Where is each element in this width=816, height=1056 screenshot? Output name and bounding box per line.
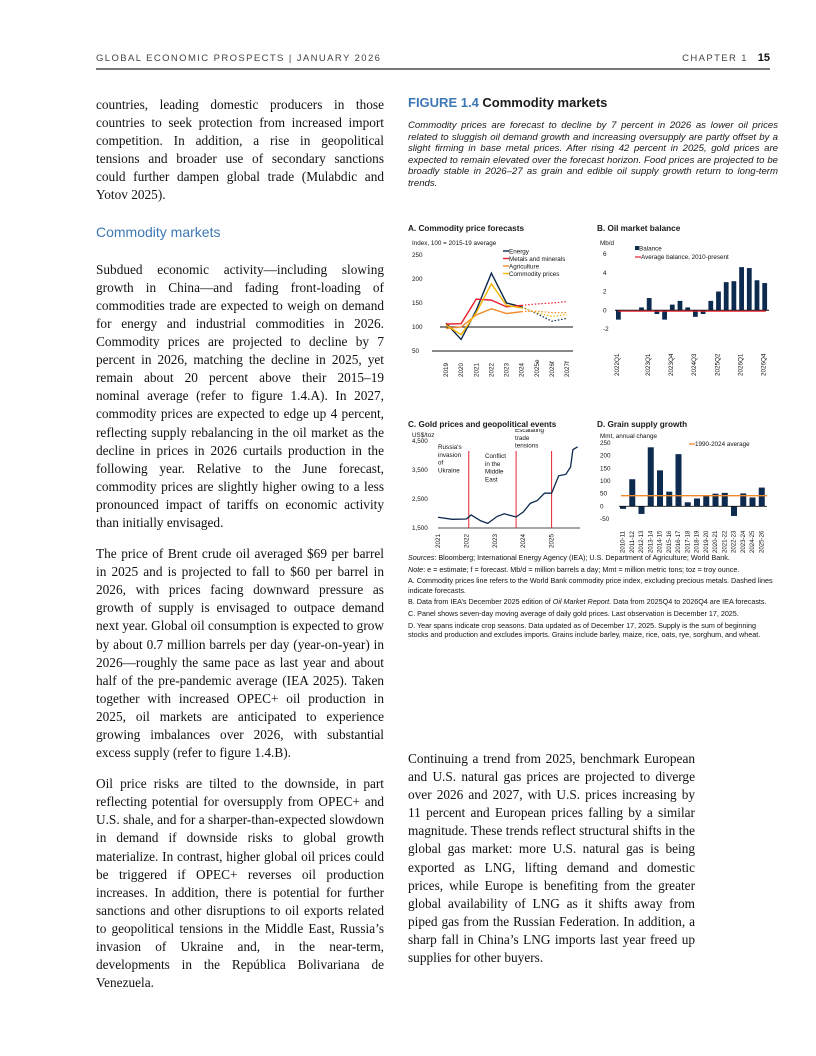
svg-text:150: 150 bbox=[412, 300, 423, 307]
svg-text:2024-25: 2024-25 bbox=[749, 530, 757, 553]
svg-text:2020-21: 2020-21 bbox=[712, 530, 720, 553]
svg-text:Mb/d: Mb/d bbox=[600, 240, 614, 247]
svg-text:2015-16: 2015-16 bbox=[665, 530, 673, 553]
abbrev-note: Note: e = estimate; f = forecast. Mb/d = million barrels a day; Mmt = million metric tons; toz = troy ounce. bbox=[408, 564, 740, 574]
svg-text:200: 200 bbox=[412, 276, 423, 283]
figure-number: FIGURE 1.4 bbox=[408, 95, 479, 110]
svg-text:2023Q4: 2023Q4 bbox=[668, 353, 676, 376]
figure-block bbox=[408, 95, 778, 190]
body-paragraph: Continuing a trend from 2025, benchmark European and U.S. natural gas prices are projected to diverge over 2026 and 2027, with U.S. prices increasing by 11 percent and European prices falling by a similar magnitude. These trends reflect structural shifts in the global gas market: more U.S. natural gas is being exported as LNG, lifting demand and domestic prices, while Europe is benefiting from the greater global availability of LNG as it shifts away from piped gas from the Russian Federation. In addition, a sharp fall in China’s LNG imports last year freed up supplies for other buyers. bbox=[408, 751, 695, 966]
svg-text:2: 2 bbox=[603, 288, 607, 296]
panel-b-title: B. Oil market balance bbox=[597, 224, 681, 233]
svg-text:2022-23: 2022-23 bbox=[730, 530, 738, 553]
svg-text:50: 50 bbox=[412, 348, 420, 355]
panel-a bbox=[408, 224, 593, 386]
running-header bbox=[96, 52, 770, 68]
svg-text:Mmt, annual change: Mmt, annual change bbox=[600, 433, 658, 440]
svg-text:2024Q3: 2024Q3 bbox=[691, 353, 699, 376]
svg-text:East: East bbox=[485, 476, 498, 484]
svg-text:Middle: Middle bbox=[485, 468, 504, 476]
svg-text:2025: 2025 bbox=[548, 533, 556, 548]
svg-text:2011-12: 2011-12 bbox=[628, 531, 636, 553]
svg-text:US$/toz: US$/toz bbox=[412, 432, 435, 439]
svg-text:Escalating: Escalating bbox=[515, 429, 545, 434]
chapter-label: CHAPTER 1 bbox=[682, 53, 748, 64]
oil-balance-chart bbox=[597, 233, 782, 381]
figure-title bbox=[408, 95, 778, 110]
svg-text:invasion: invasion bbox=[438, 451, 462, 459]
svg-text:Agriculture: Agriculture bbox=[509, 263, 540, 271]
figure-caption: Commodity prices are forecast to decline by 7 percent in 2026 as lower oil prices related to sluggish oil demand growth and increasing oversupply are partly offset by a slight firming in base metal prices. After rising 42 percent in 2025, gold prices are expected to remain elevated over the forecast horizon. Food prices are projected to be broadly stable in 2026–27 as grain and edible oil supply growth return to long-term trends. bbox=[408, 120, 778, 189]
svg-text:2021: 2021 bbox=[473, 362, 481, 377]
svg-text:250: 250 bbox=[412, 252, 423, 259]
svg-text:-2: -2 bbox=[603, 326, 609, 333]
svg-text:2019: 2019 bbox=[443, 362, 450, 377]
svg-text:2,500: 2,500 bbox=[412, 496, 428, 503]
commodity-price-chart bbox=[408, 233, 593, 381]
panel-a-note: A. Commodity prices line refers to the World Bank commodity price index, excluding precious metals. Dashed lines indicate forecasts. bbox=[408, 576, 773, 595]
svg-text:2017-18: 2017-18 bbox=[684, 530, 692, 553]
svg-text:2022: 2022 bbox=[488, 362, 496, 377]
svg-text:Metals and minerals: Metals and minerals bbox=[509, 256, 566, 263]
grain-supply-chart bbox=[597, 429, 782, 554]
svg-text:2022Q1: 2022Q1 bbox=[614, 353, 622, 376]
svg-text:-50: -50 bbox=[600, 516, 610, 523]
svg-text:1990-2024 average: 1990-2024 average bbox=[695, 441, 750, 448]
panel-b bbox=[597, 224, 782, 386]
body-paragraph: Subdued economic activity—including slowing growth in China—and fading front-loading of commodities trade are expected to weigh on demand for energy and industrial commodities in 2026. Commodity prices are projected to decline by 7 percent in 2026, matching the decline in 2025, yet remain about 20 percent above their 2015–19 nominal average (refer to figure 1.4.A). In 2027, commodity prices are expected to edge up 4 percent, reflecting supply rebalancing in the oil market as the decline in prices in 2026 curtails production in the following year. Relative to the June forecast, commodity prices are slightly higher owing to a less pronounced impact of tariffs on economic activity than initially envisaged. bbox=[96, 261, 384, 530]
body-paragraph: The price of Brent crude oil averaged $69 per barrel in 2025 and is projected to fall to $60 per barrel in 2026, with prices facing downward pressure as growth of supply is envisaged to outpace demand next year. Global oil consumption is expected to grow by about 0.7 million barrels per day (year-on-year) in 2026—roughly the same pace as last year and about half of the pre-pandemic average (IEA 2025). Taken together with increased OPEC+ oil production in 2025, oil markets are anticipated to experience growing imbalances over 2026, with substantial excess supply (refer to figure 1.4.B). bbox=[96, 546, 384, 761]
body-paragraph: Oil price risks are tilted to the downside, in part reflecting potential for oversupply from OPEC+ and U.S. shale, and for a sharper-than-expected slowdown in demand if downside risks to global growth materialize. In contrast, higher global oil prices could be triggered if OPEC+ reverses oil production increases. In addition, there is potential for further sanctions and other disruptions to oil exports related to geopolitical tensions in the Middle East, Russia’s invasion of Ukraine and, in the near-term, developments in the República Bolivariana de Venezuela. bbox=[96, 776, 384, 991]
svg-text:Commodity prices: Commodity prices bbox=[509, 271, 560, 278]
svg-text:2012-13: 2012-13 bbox=[638, 530, 646, 553]
right-column bbox=[408, 750, 695, 980]
svg-text:2023: 2023 bbox=[491, 533, 499, 548]
svg-text:2016-17: 2016-17 bbox=[675, 530, 683, 553]
svg-text:2024: 2024 bbox=[518, 362, 526, 377]
svg-text:Russia's: Russia's bbox=[438, 444, 462, 451]
panel-a-title: A. Commodity price forecasts bbox=[408, 224, 525, 233]
svg-text:2023-24: 2023-24 bbox=[739, 530, 747, 553]
svg-text:2023: 2023 bbox=[503, 362, 511, 377]
svg-text:50: 50 bbox=[600, 490, 608, 498]
panel-c-title: C. Gold prices and geopolitical events bbox=[408, 420, 557, 429]
svg-text:0: 0 bbox=[603, 307, 607, 315]
section-heading: Commodity markets bbox=[96, 223, 221, 240]
panel-c bbox=[408, 420, 593, 559]
svg-text:2025Q2: 2025Q2 bbox=[714, 353, 722, 376]
svg-text:3,500: 3,500 bbox=[412, 467, 428, 474]
svg-text:2014-15: 2014-15 bbox=[656, 530, 664, 553]
svg-text:2024: 2024 bbox=[520, 533, 528, 548]
svg-text:2025e: 2025e bbox=[533, 359, 541, 377]
svg-text:2022: 2022 bbox=[463, 533, 471, 548]
svg-text:Ukraine: Ukraine bbox=[438, 467, 460, 475]
panel-c-note: C. Panel shows seven-day moving average of daily gold prices. Last observation is December 17, 2025. bbox=[408, 608, 739, 618]
svg-text:2023Q1: 2023Q1 bbox=[645, 353, 653, 376]
svg-text:trade: trade bbox=[515, 434, 530, 442]
svg-text:Energy: Energy bbox=[509, 248, 529, 256]
svg-text:Index, 100 = 2015-19 average: Index, 100 = 2015-19 average bbox=[412, 240, 497, 247]
svg-text:2020: 2020 bbox=[458, 362, 466, 377]
svg-text:2026Q1: 2026Q1 bbox=[737, 353, 745, 376]
body-paragraph: countries, leading domestic producers in those countries to seek protection from increased import competition. In addition, a rise in geopolitical tensions and broader use of secondary sanctions could further dampen global trade (Mulabdic and Yotov 2025). bbox=[96, 97, 384, 203]
svg-text:0: 0 bbox=[600, 503, 604, 511]
svg-text:4: 4 bbox=[603, 269, 607, 277]
svg-text:2010-11: 2010-11 bbox=[619, 531, 627, 553]
svg-text:Average balance, 2010-present: Average balance, 2010-present bbox=[641, 254, 729, 261]
figure-title-text: Commodity markets bbox=[482, 95, 608, 110]
svg-text:100: 100 bbox=[412, 324, 423, 331]
panel-d-title: D. Grain supply growth bbox=[597, 420, 688, 429]
figure-notes bbox=[408, 553, 778, 642]
gold-price-chart bbox=[408, 429, 593, 554]
panel-b-note: B. Data from IEA’s December 2025 edition of Oil Market Report. Data from 2025Q4 to 2026Q4 are IEA forecasts. bbox=[408, 597, 767, 607]
svg-text:100: 100 bbox=[600, 478, 611, 485]
page-number: 15 bbox=[757, 52, 770, 64]
publication-title: GLOBAL ECONOMIC PROSPECTS | JANUARY 2026 bbox=[96, 53, 382, 64]
svg-text:2018-19: 2018-19 bbox=[693, 530, 701, 553]
svg-text:of: of bbox=[438, 459, 444, 467]
panel-d bbox=[597, 420, 782, 559]
svg-text:200: 200 bbox=[600, 452, 611, 460]
svg-text:2025-26: 2025-26 bbox=[758, 530, 766, 553]
panel-d-note: D. Year spans indicate crop seasons. Data updated as of December 17, 2025. Supply is the sum of beginning stocks and production and excludes imports. Grains include barley, maize, rice, oats, rye, sorghum, and wheat. bbox=[408, 620, 761, 640]
svg-text:2013-14: 2013-14 bbox=[647, 530, 655, 553]
left-column bbox=[96, 96, 384, 1005]
svg-text:250: 250 bbox=[600, 440, 611, 447]
svg-text:2026f: 2026f bbox=[548, 361, 556, 377]
svg-text:2027f: 2027f bbox=[564, 361, 571, 377]
svg-text:2026Q4: 2026Q4 bbox=[760, 353, 768, 376]
svg-text:tensions: tensions bbox=[515, 442, 539, 450]
svg-text:in the: in the bbox=[485, 460, 501, 468]
header-rule bbox=[96, 68, 770, 70]
svg-text:2021: 2021 bbox=[435, 533, 442, 548]
svg-text:1,500: 1,500 bbox=[412, 525, 428, 532]
svg-text:4,500: 4,500 bbox=[412, 438, 428, 445]
svg-text:Conflict: Conflict bbox=[485, 453, 506, 460]
svg-text:150: 150 bbox=[600, 465, 611, 473]
svg-text:6: 6 bbox=[603, 251, 607, 258]
svg-text:2021-22: 2021-22 bbox=[721, 530, 729, 553]
svg-text:Balance: Balance bbox=[639, 245, 662, 253]
sources-note: Sources: Bloomberg; International Energy Agency (IEA); U.S. Department of Agriculture; World Bank. bbox=[408, 553, 730, 562]
svg-text:2019-20: 2019-20 bbox=[702, 530, 710, 553]
